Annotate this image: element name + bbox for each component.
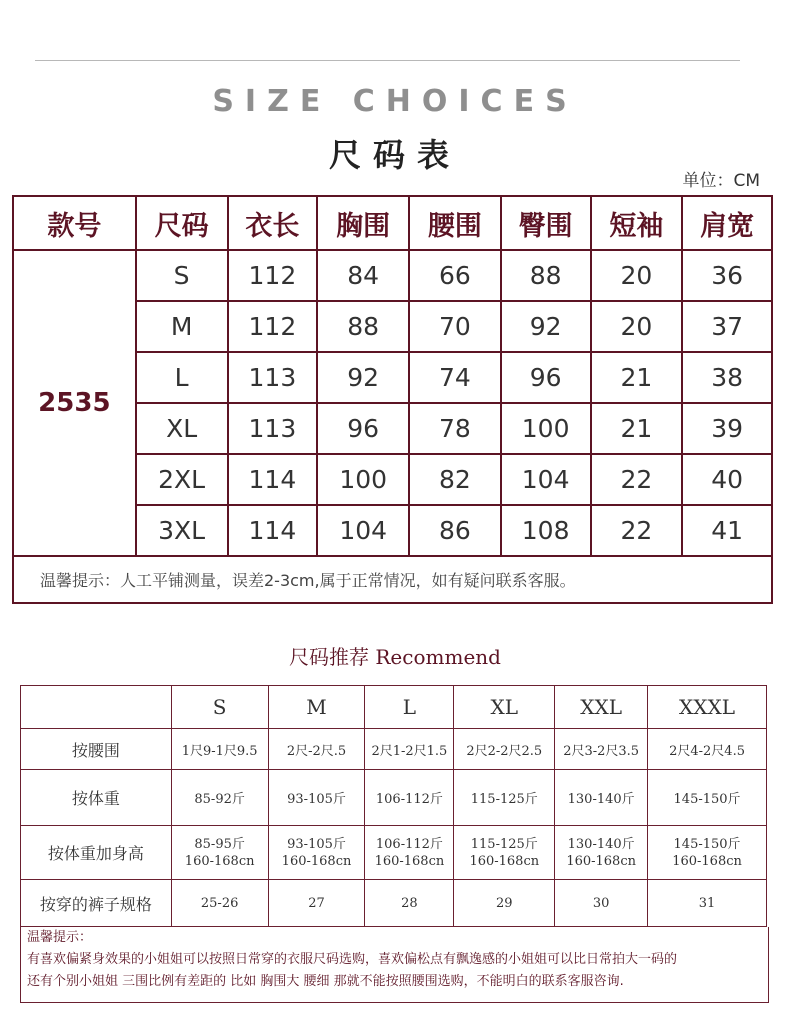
table-cell: 93-105斤 xyxy=(268,770,365,826)
size-header: XXL xyxy=(555,686,648,729)
table-cell: 96 xyxy=(501,352,591,403)
col-header: 肩宽 xyxy=(682,196,772,250)
table-cell xyxy=(171,826,268,880)
table-cell: 21 xyxy=(591,403,683,454)
notes-line: 有喜欢偏紧身效果的小姐姐可以按照日常穿的衣服尺码选购，喜欢偏松点有飘逸感的小姐姐可以比日常拍大一码的 xyxy=(27,952,678,967)
table-cell: L xyxy=(136,352,228,403)
height-range: 160-168cn xyxy=(281,853,352,869)
table-cell: 74 xyxy=(409,352,501,403)
table-cell: 114 xyxy=(228,505,318,556)
weight-range: 130-140斤 xyxy=(567,836,635,852)
table-cell xyxy=(365,826,454,880)
col-header: 臀围 xyxy=(501,196,591,250)
table-cell xyxy=(268,826,365,880)
table-cell: 88 xyxy=(317,301,409,352)
col-header: 款号 xyxy=(13,196,136,250)
table-cell: 28 xyxy=(365,880,454,927)
height-range: 160-168cn xyxy=(672,853,742,869)
weight-range: 106-112斤 xyxy=(375,836,443,852)
table-cell: 96 xyxy=(317,403,409,454)
table-cell: 3XL xyxy=(136,505,228,556)
table-cell: 21 xyxy=(591,352,683,403)
col-header: 尺码 xyxy=(136,196,228,250)
table-cell: 2尺4-2尺4.5 xyxy=(648,729,767,770)
table-cell: 22 xyxy=(591,454,683,505)
table-row xyxy=(21,729,767,770)
table-cell xyxy=(648,826,767,880)
table-cell: 37 xyxy=(682,301,772,352)
table-cell: 25-26 xyxy=(171,880,268,927)
table-cell: 84 xyxy=(317,250,409,301)
table-cell: 70 xyxy=(409,301,501,352)
table-cell: 88 xyxy=(501,250,591,301)
table-cell: 66 xyxy=(409,250,501,301)
table-cell: 20 xyxy=(591,250,683,301)
table-cell: 41 xyxy=(682,505,772,556)
size-header: XL xyxy=(454,686,555,729)
height-range: 160-168cn xyxy=(469,853,540,869)
table-cell: 130-140斤 xyxy=(555,770,648,826)
empty-corner xyxy=(21,686,172,729)
table-cell: 92 xyxy=(501,301,591,352)
weight-range: 115-125斤 xyxy=(470,836,538,852)
size-header: S xyxy=(171,686,268,729)
size-header: XXXL xyxy=(648,686,767,729)
table-cell: S xyxy=(136,250,228,301)
table-cell: 31 xyxy=(648,880,767,927)
table-cell xyxy=(454,826,555,880)
table-row xyxy=(21,770,767,826)
height-range: 160-168cn xyxy=(566,853,636,869)
table-cell: 104 xyxy=(317,505,409,556)
table-cell: 100 xyxy=(317,454,409,505)
col-header: 短袖 xyxy=(591,196,683,250)
weight-range: 93-105斤 xyxy=(287,836,346,852)
table-cell: 113 xyxy=(228,403,318,454)
table-cell: 27 xyxy=(268,880,365,927)
table-cell: 85-92斤 xyxy=(171,770,268,826)
size-header: M xyxy=(268,686,365,729)
note-row xyxy=(13,556,772,603)
height-range: 160-168cn xyxy=(184,853,255,869)
notes-heading: 温馨提示： xyxy=(27,930,93,945)
table-cell: XL xyxy=(136,403,228,454)
style-code: 2535 xyxy=(13,250,136,556)
table-cell: 112 xyxy=(228,301,318,352)
table-cell: 104 xyxy=(501,454,591,505)
table-row xyxy=(21,880,767,927)
weight-range: 145-150斤 xyxy=(673,836,741,852)
recommend-notes xyxy=(20,927,769,1003)
table-cell: 145-150斤 xyxy=(648,770,767,826)
row-label: 按体重加身高 xyxy=(21,826,172,880)
table-cell: 82 xyxy=(409,454,501,505)
recommend-title: 尺码推荐 Recommend xyxy=(289,645,501,669)
row-label: 按体重 xyxy=(21,770,172,826)
title-english: SIZE CHOICES xyxy=(212,84,578,119)
table-cell: 106-112斤 xyxy=(365,770,454,826)
table-cell xyxy=(555,826,648,880)
unit-label: 单位：CM xyxy=(682,171,760,191)
recommend-header xyxy=(21,686,767,729)
measurement-note: 温馨提示：人工平铺测量，误差2-3cm,属于正常情况，如有疑问联系客服。 xyxy=(13,556,772,603)
col-header: 腰围 xyxy=(409,196,501,250)
row-label: 按腰围 xyxy=(21,729,172,770)
table-cell: 115-125斤 xyxy=(454,770,555,826)
table-cell: 2尺1-2尺1.5 xyxy=(365,729,454,770)
table-cell: 30 xyxy=(555,880,648,927)
table-cell: 38 xyxy=(682,352,772,403)
weight-range: 85-95斤 xyxy=(194,836,245,852)
table-row xyxy=(13,250,772,301)
table-cell: 2XL xyxy=(136,454,228,505)
size-header: L xyxy=(365,686,454,729)
table-cell: 86 xyxy=(409,505,501,556)
table-cell: 114 xyxy=(228,454,318,505)
table-cell: 20 xyxy=(591,301,683,352)
size-table xyxy=(12,195,773,604)
col-header: 衣长 xyxy=(228,196,318,250)
table-cell: 2尺3-2尺3.5 xyxy=(555,729,648,770)
col-header: 胸围 xyxy=(317,196,409,250)
table-cell: 40 xyxy=(682,454,772,505)
notes-line: 还有个别小姐姐 三围比例有差距的 比如 胸围大 腰细 那就不能按照腰围选购，不能明白的联系客服咨询. xyxy=(27,974,624,989)
height-range: 160-168cn xyxy=(374,853,445,869)
table-cell: 78 xyxy=(409,403,501,454)
table-cell: 22 xyxy=(591,505,683,556)
table-cell: 112 xyxy=(228,250,318,301)
table-cell: 1尺9-1尺9.5 xyxy=(171,729,268,770)
row-label: 按穿的裤子规格 xyxy=(21,880,172,927)
table-cell: 100 xyxy=(501,403,591,454)
table-cell: 2尺-2尺.5 xyxy=(268,729,365,770)
recommend-table xyxy=(20,685,767,927)
table-cell: 29 xyxy=(454,880,555,927)
top-divider xyxy=(35,60,740,61)
size-table-header xyxy=(13,196,772,250)
title-chinese: 尺码表 xyxy=(328,136,461,174)
table-cell: 108 xyxy=(501,505,591,556)
table-row xyxy=(21,826,767,880)
table-cell: M xyxy=(136,301,228,352)
table-cell: 92 xyxy=(317,352,409,403)
table-cell: 39 xyxy=(682,403,772,454)
table-cell: 2尺2-2尺2.5 xyxy=(454,729,555,770)
table-cell: 36 xyxy=(682,250,772,301)
table-cell: 113 xyxy=(228,352,318,403)
